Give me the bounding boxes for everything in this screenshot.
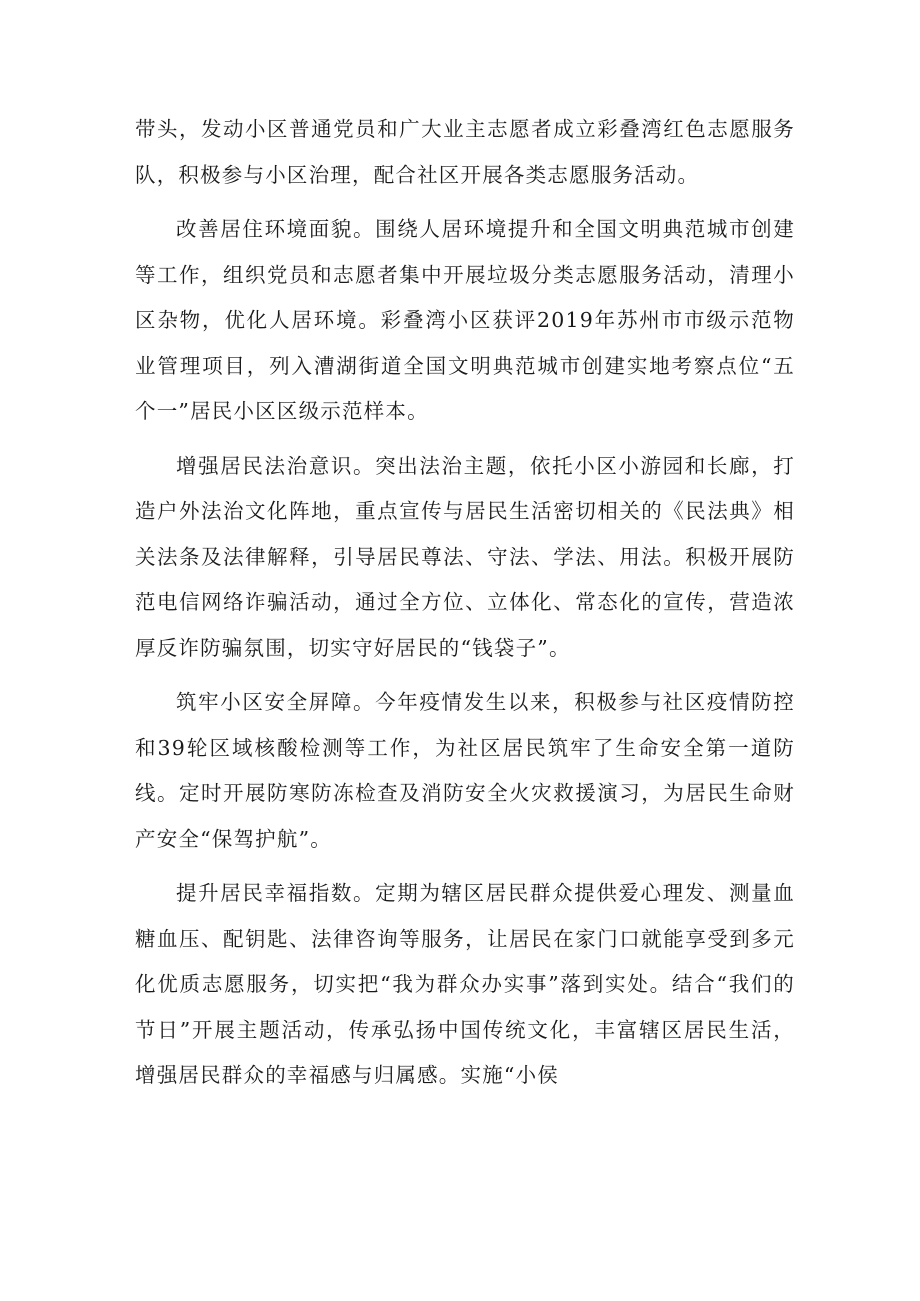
paragraph-volunteer-team: 带头，发动小区普通党员和广大业主志愿者成立彩叠湾红色志愿服务队，积极参与小区治理，配合社区开展各类志愿服务活动。 [135, 117, 795, 187]
document-page [135, 107, 795, 1108]
paragraph-resident-happiness: 提升居民幸福指数。定期为辖区居民群众提供爱心理发、测量血糖血压、配钥匙、法律咨询等服务，让居民在家门口就能享受到多元化优质志愿服务，切实把“我为群众办实事”落到实处。结合“我们的节日”开展主题活动，传承弘扬中国传统文化，丰富辖区居民生活，增强居民群众的幸福感与归属感。实施“小侯 [135, 881, 795, 1087]
paragraph-community-safety: 筑牢小区安全屏障。今年疫情发生以来，积极参与社区疫情防控和39轮区域核酸检测等工作，为社区居民筑牢了生命安全第一道防线。定时开展防寒防冻检查及消防安全火灾救援演习，为居民生命财产安全“保驾护航”。 [135, 690, 795, 851]
paragraph-legal-awareness: 增强居民法治意识。突出法治主题，依托小区小游园和长廊，打造户外法治文化阵地，重点宣传与居民生活密切相关的《民法典》相关法条及法律解释，引导居民尊法、守法、学法、用法。积极开展防范电信网络诈骗活动，通过全方位、立体化、常态化的宣传，营造浓厚反诈防骗氛围，切实守好居民的“钱袋子”。 [135, 453, 795, 660]
paragraph-living-environment: 改善居住环境面貌。围绕人居环境提升和全国文明典范城市创建等工作，组织党员和志愿者集中开展垃圾分类志愿服务活动，清理小区杂物，优化人居环境。彩叠湾小区获评2019年苏州市市级示范物业管理项目，列入漕湖街道全国文明典范城市创建实地考察点位“五个一”居民小区区级示范样本。 [135, 217, 795, 423]
